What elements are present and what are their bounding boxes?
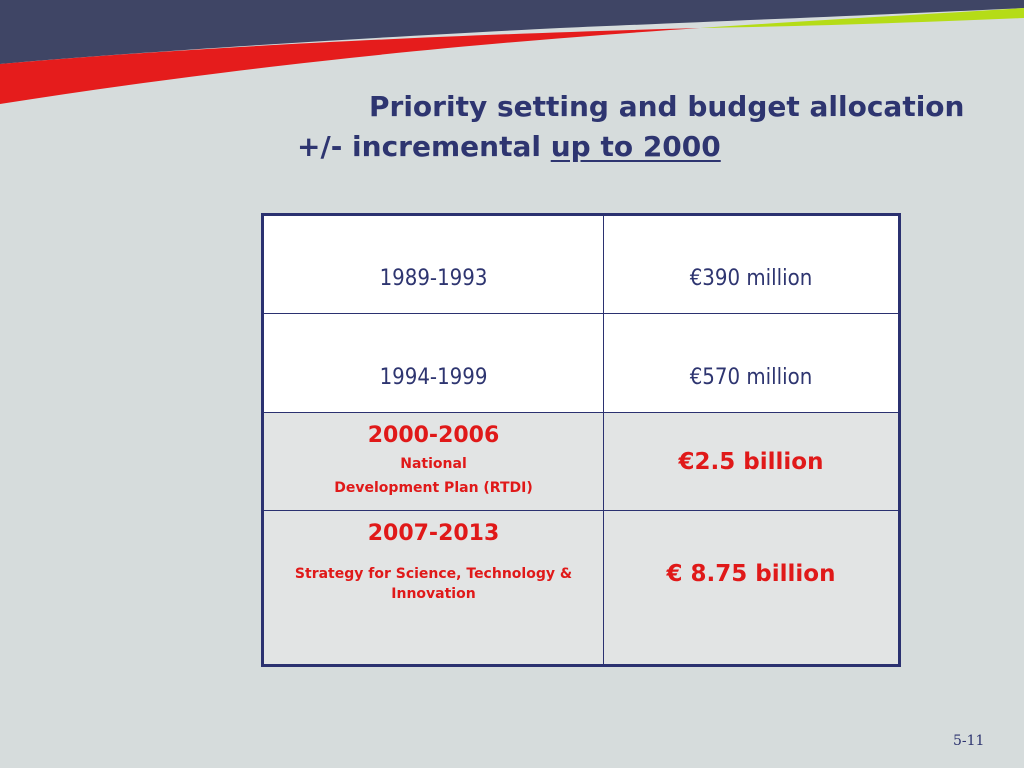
title-line-1: Priority setting and budget allocation: [369, 90, 965, 123]
period-label: 2000-2006: [367, 422, 500, 448]
period-cell: [263, 215, 604, 314]
period-description: Strategy for Science, Technology & Innovation: [294, 566, 573, 603]
amount-cell: [604, 412, 900, 510]
title-line-2-underlined: up to 2000: [550, 130, 721, 163]
title-line-2: [297, 128, 721, 166]
description-line: National: [400, 455, 467, 472]
description-line: Development Plan (RTDI): [334, 479, 533, 496]
period-cell: [263, 511, 604, 666]
table-row: [263, 511, 900, 666]
amount-label: €390 million: [689, 266, 813, 292]
amount-label: €570 million: [689, 364, 813, 390]
title-line-2-prefix: +/- incremental: [297, 130, 551, 163]
table-row: [263, 314, 900, 412]
amount-cell: [604, 314, 900, 412]
period-cell: [263, 412, 604, 510]
slide-number: 5-11: [953, 733, 985, 749]
table-row: [263, 215, 900, 314]
amount-label: €2.5 billion: [678, 448, 824, 475]
period-label: 2007-2013: [367, 521, 500, 547]
table-row: [263, 412, 900, 510]
period-description: [264, 452, 603, 500]
period-cell: [263, 314, 604, 412]
amount-label: € 8.75 billion: [666, 560, 836, 587]
period-label: 1994-1999: [379, 364, 488, 390]
amount-cell: [604, 215, 900, 314]
period-label: 1989-1993: [379, 266, 488, 292]
budget-table: [261, 213, 901, 667]
amount-cell: [604, 511, 900, 666]
